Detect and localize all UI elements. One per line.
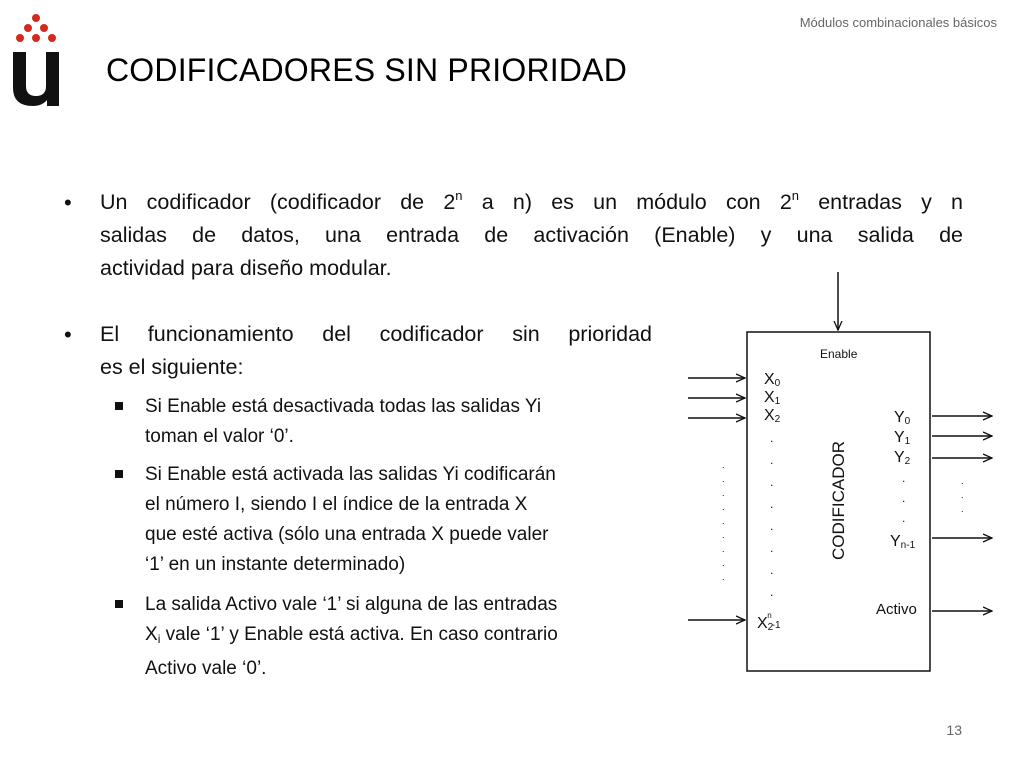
input-label-x0: X0 bbox=[764, 371, 781, 389]
svg-text:.: . bbox=[722, 502, 725, 512]
square-bullet-icon bbox=[115, 600, 123, 608]
page-number: 13 bbox=[946, 722, 962, 738]
svg-text:.: . bbox=[961, 504, 964, 514]
subbullet-line: el número I, siendo I el índice de la entrada X bbox=[145, 494, 528, 515]
outer-dots-left bbox=[722, 460, 725, 582]
svg-text:.: . bbox=[770, 431, 774, 445]
output-label-y0: Y0 bbox=[894, 409, 911, 427]
university-logo bbox=[11, 12, 61, 106]
bullet-dot-icon: • bbox=[64, 322, 72, 347]
svg-text:.: . bbox=[722, 572, 725, 582]
square-bullet-icon bbox=[115, 402, 123, 410]
encoder-diagram-svg bbox=[680, 270, 1000, 680]
svg-text:.: . bbox=[961, 490, 964, 500]
svg-text:.: . bbox=[902, 471, 906, 485]
logo-icon bbox=[11, 12, 61, 106]
svg-text:.: . bbox=[770, 541, 774, 555]
output-label-ylast: Yn-1 bbox=[890, 533, 916, 551]
svg-text:.: . bbox=[722, 544, 725, 554]
bullet-line: actividad para diseño modular. bbox=[100, 256, 392, 280]
encoder-diagram bbox=[680, 270, 1000, 680]
input-label-x2: X2 bbox=[764, 407, 781, 425]
output-dots bbox=[902, 471, 905, 525]
svg-text:.: . bbox=[770, 453, 774, 467]
bullet-line: El funcionamiento del codificador sin prioridad bbox=[100, 322, 652, 346]
svg-text:.: . bbox=[770, 519, 774, 533]
input-label-xlast: $X2n_{-1}$ bbox=[757, 611, 781, 633]
subbullet-line: Activo vale ‘0’. bbox=[145, 658, 267, 679]
bullet-line: es el siguiente: bbox=[100, 355, 244, 379]
subbullet-activo bbox=[145, 590, 655, 684]
svg-text:.: . bbox=[770, 475, 774, 489]
subbullet-line: que esté activa (sólo una entrada X puede valer bbox=[145, 524, 549, 545]
output-label-y1: Y1 bbox=[894, 429, 911, 447]
input-label-x1: X1 bbox=[764, 389, 781, 407]
subbullet-line: La salida Activo vale ‘1’ si alguna de las entradas bbox=[145, 594, 558, 615]
activo-label: Activo bbox=[876, 601, 917, 618]
svg-text:.: . bbox=[722, 558, 725, 568]
outer-dots-right bbox=[961, 476, 964, 514]
subbullet-line: Xi vale ‘1’ y Enable está activa. En caso contrario bbox=[145, 624, 558, 646]
svg-text:.: . bbox=[722, 460, 725, 470]
subbullet-enable-off bbox=[145, 392, 655, 452]
bullet-line: Un codificador (codificador de 2$^n$ a n) es un módulo con 2$^n$ entradas y n bbox=[100, 188, 964, 214]
bullet-operation bbox=[64, 318, 652, 384]
square-bullet-icon bbox=[115, 470, 123, 478]
page-title: CODIFICADORES SIN PRIORIDAD bbox=[106, 52, 628, 88]
bullet-line: salidas de datos, una entrada de activación (Enable) y una salida de bbox=[100, 223, 963, 247]
svg-text:.: . bbox=[722, 488, 725, 498]
svg-text:.: . bbox=[902, 491, 906, 505]
svg-text:.: . bbox=[722, 530, 725, 540]
svg-text:.: . bbox=[722, 516, 725, 526]
block-label: CODIFICADOR bbox=[829, 441, 848, 560]
subbullet-line: ‘1’ en un instante determinado) bbox=[145, 554, 406, 575]
subbullet-line: toman el valor ‘0’. bbox=[145, 426, 294, 447]
section-header: Módulos combinacionales básicos bbox=[799, 15, 997, 30]
svg-text:.: . bbox=[722, 474, 725, 484]
svg-text:.: . bbox=[770, 585, 774, 599]
bullet-dot-icon: • bbox=[64, 190, 72, 215]
svg-text:.: . bbox=[770, 563, 774, 577]
svg-text:.: . bbox=[770, 497, 774, 511]
subbullet-line: Si Enable está activada las salidas Yi codificarán bbox=[145, 464, 556, 485]
enable-label: Enable bbox=[820, 347, 858, 361]
subbullet-line: Si Enable está desactivada todas las salidas Yi bbox=[145, 396, 542, 417]
svg-text:.: . bbox=[961, 476, 964, 486]
subbullet-enable-on bbox=[145, 460, 655, 580]
svg-text:.: . bbox=[902, 511, 906, 525]
output-label-y2: Y2 bbox=[894, 449, 911, 467]
